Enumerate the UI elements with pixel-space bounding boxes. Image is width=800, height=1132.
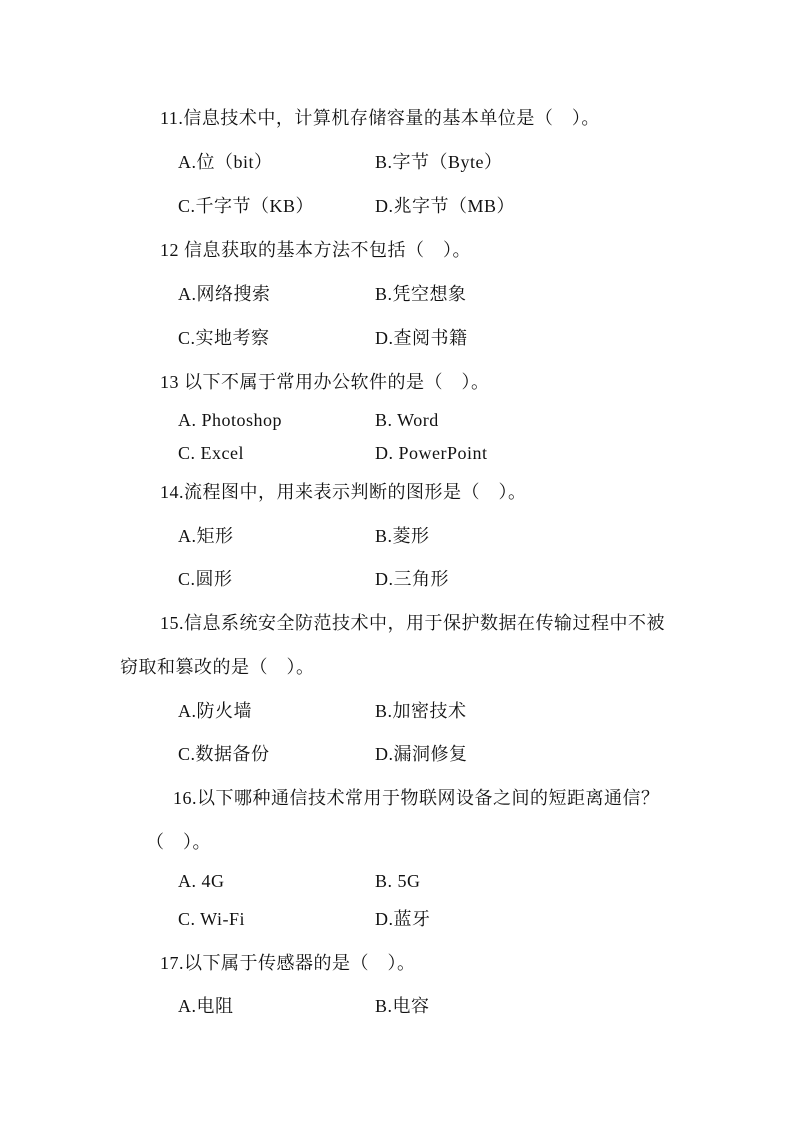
q12-option-b: B.凭空想象 (375, 284, 467, 304)
q13-option-a: A. Photoshop (178, 410, 283, 430)
question-13-stem: 13 以下不属于常用办公软件的是（ ）。 (160, 372, 490, 392)
question-15-stem-line1: 15.信息系统安全防范技术中，用于保护数据在传输过程中不被 (160, 613, 665, 633)
q16-option-b: B. 5G (375, 871, 421, 891)
q13-option-d: D. PowerPoint (375, 443, 488, 463)
q11-option-b: B.字节（Byte） (375, 152, 503, 172)
q13-option-c: C. Excel (178, 443, 244, 463)
q11-option-a: A.位（bit） (178, 152, 273, 172)
q11-option-c: C.千字节（KB） (178, 196, 315, 216)
question-17-stem: 17.以下属于传感器的是（ ）。 (160, 953, 416, 973)
q12-option-a: A.网络搜索 (178, 284, 271, 304)
q12-option-c: C.实地考察 (178, 328, 270, 348)
q14-option-d: D.三角形 (375, 569, 449, 589)
q13-option-b: B. Word (375, 410, 439, 430)
question-16-stem-line1: 16.以下哪种通信技术常用于物联网设备之间的短距离通信？ (173, 788, 660, 808)
question-11-stem: 11.信息技术中，计算机存储容量的基本单位是（ ）。 (160, 108, 600, 128)
q17-option-a: A.电阻 (178, 996, 234, 1016)
q16-option-c: C. Wi-Fi (178, 909, 245, 929)
q14-option-c: C.圆形 (178, 569, 233, 589)
q12-option-d: D.查阅书籍 (375, 328, 468, 348)
q15-option-c: C.数据备份 (178, 744, 270, 764)
question-15-stem-line2: 窃取和篡改的是（ ）。 (120, 657, 315, 677)
question-12-stem: 12 信息获取的基本方法不包括（ ）。 (160, 240, 471, 260)
q16-option-d: D.蓝牙 (375, 909, 431, 929)
q15-option-d: D.漏洞修复 (375, 744, 468, 764)
q15-option-b: B.加密技术 (375, 701, 467, 721)
q11-option-d: D.兆字节（MB） (375, 196, 516, 216)
q17-option-b: B.电容 (375, 996, 430, 1016)
question-16-stem-line2: （ ）。 (146, 832, 211, 852)
q14-option-a: A.矩形 (178, 526, 234, 546)
q15-option-a: A.防火墙 (178, 701, 252, 721)
question-14-stem: 14.流程图中，用来表示判断的图形是（ ）。 (160, 482, 527, 502)
q14-option-b: B.菱形 (375, 526, 430, 546)
q16-option-a: A. 4G (178, 871, 225, 891)
